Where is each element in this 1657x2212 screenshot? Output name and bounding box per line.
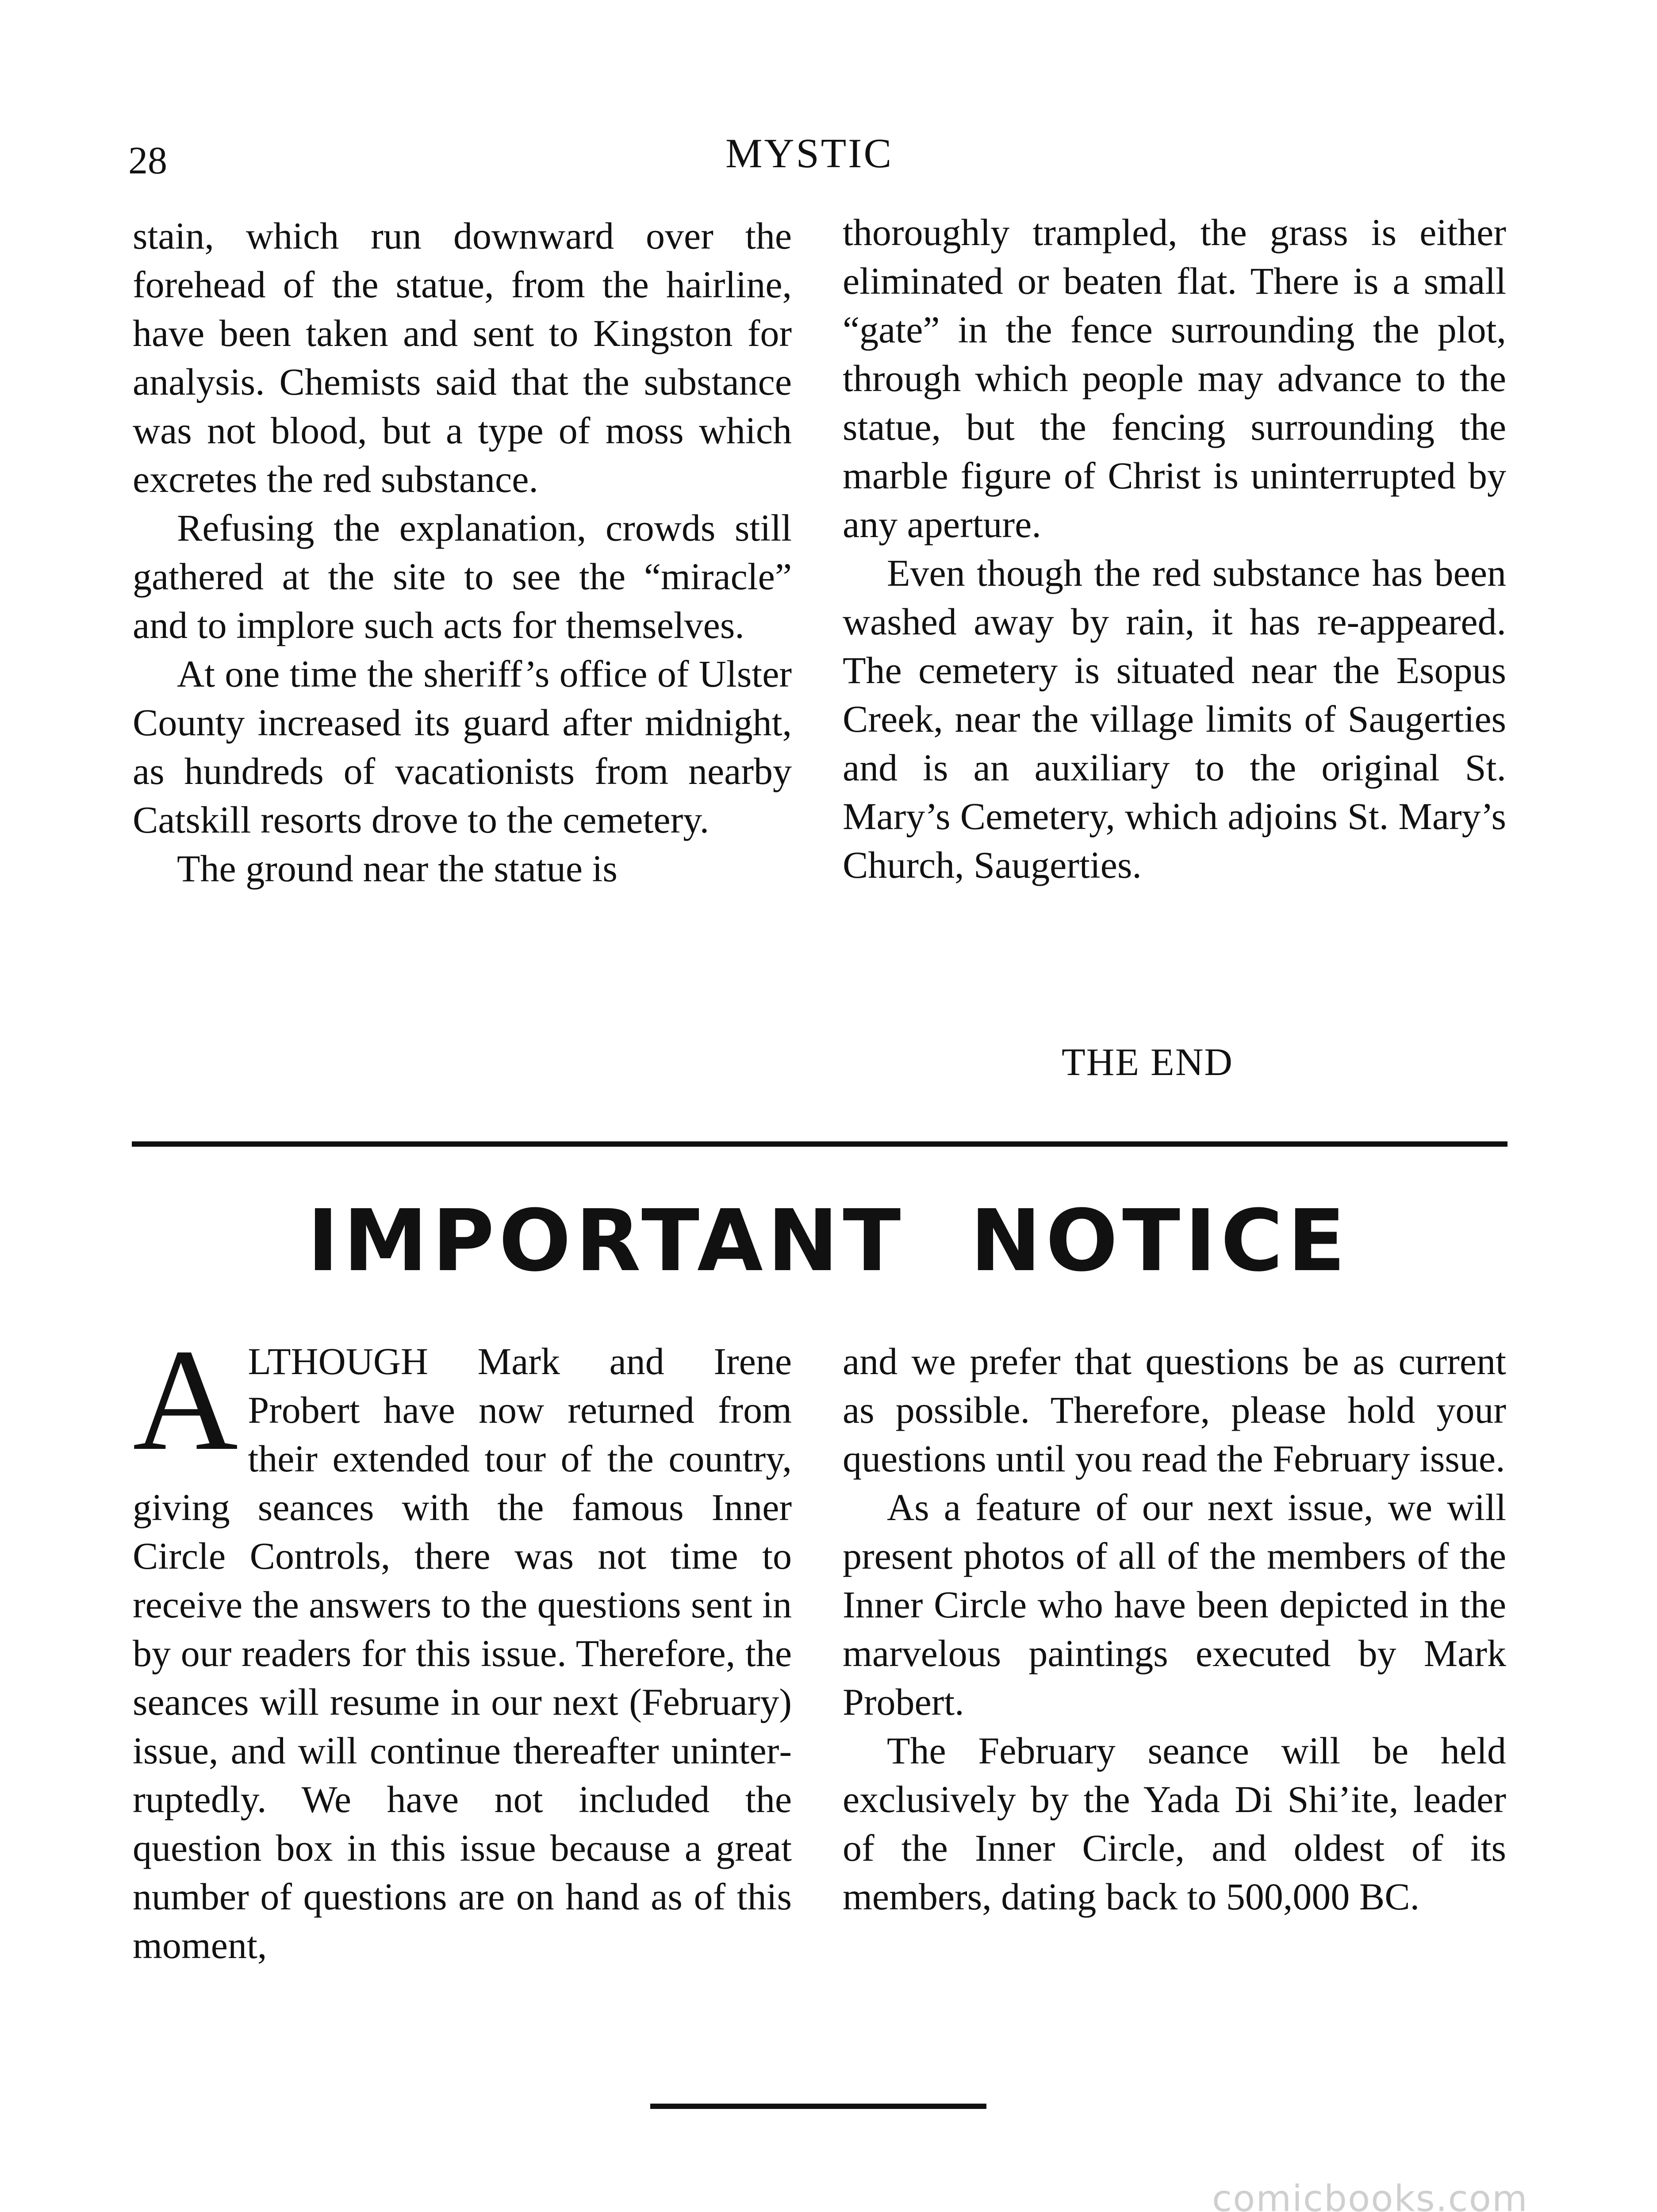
article-paragraph: Refusing the explanation, crowds still gathered at the site to see the “miracle” and to implore such acts for themselves. (133, 507, 792, 646)
article-paragraph: stain, which run downward over the forehead of the statue, from the hairline, have been taken and sent to Kingston for analysis. Chemists said that the substance was not blood, but a type of moss which excretes the red substance. (133, 215, 792, 500)
notice-paragraph-text: LTHOUGH Mark and Irene Probert have now returned from their extended tour of the country, giving seances with the famous Inner Circle Controls, there was not time to receive the answers to the questions sent in by our readers for this issue. Therefore, the seances will resume in our next (February) issue, and will continue thereafter uninterruptedly. We have not included the question box in this issue because a great number of questions are on hand as of this moment, (133, 1340, 792, 1966)
article-column-left (133, 211, 792, 893)
article-paragraph: thoroughly trampled, the grass is either eliminated or beaten flat. There is a small “gate” in the fence surrounding the plot, through which people may advance to the statue, but the fencing surrounding the marble figure of Christ is uninterrupted by any aperture. (843, 211, 1506, 545)
article-paragraph: At one time the sheriff’s office of Ulster County increased its guard after midnight, as hundreds of vacationists from nearby Catskill resorts drove to the cemetery. (133, 653, 792, 841)
section-divider (132, 1141, 1507, 1147)
the-end-label: THE END (1062, 1041, 1233, 1084)
article-paragraph: The ground near the statue is (177, 847, 618, 890)
notice-paragraph: As a feature of our next issue, we will present photos of all of the members of the Inner Circle who have been depicted in the marvelous paintings executed by Mark Probert. (843, 1486, 1506, 1723)
running-title: MYSTIC (725, 131, 894, 177)
notice-paragraph: The February seance will be held exclusively by the Yada Di Shi’ite, leader of the Inner Circle, and oldest of its members, dating back to 500,000 BC. (843, 1729, 1506, 1918)
notice-paragraph: and we prefer that questions be as current as possible. Therefore, please hold your questions until you read the February issue. (843, 1340, 1506, 1480)
page-number: 28 (128, 139, 167, 182)
notice-title: IMPORTANT NOTICE (307, 1192, 1350, 1290)
notice-paragraph (133, 1319, 792, 1970)
end-divider (650, 2104, 986, 2109)
drop-cap: A (133, 1319, 238, 1481)
notice-column-left (133, 1319, 792, 1970)
article-column-right (843, 208, 1506, 889)
notice-column-right (843, 1337, 1506, 1921)
watermark: comicbooks.com (1212, 2178, 1528, 2212)
article-paragraph: Even though the red substance has been washed away by rain, it has re-appeared. The cemetery is situated near the Esopus Creek, near the village limits of Saugerties and is an auxiliary to the original St. Mary’s Cemetery, which adjoins St. Mary’s Church, Saugerties. (843, 552, 1506, 886)
